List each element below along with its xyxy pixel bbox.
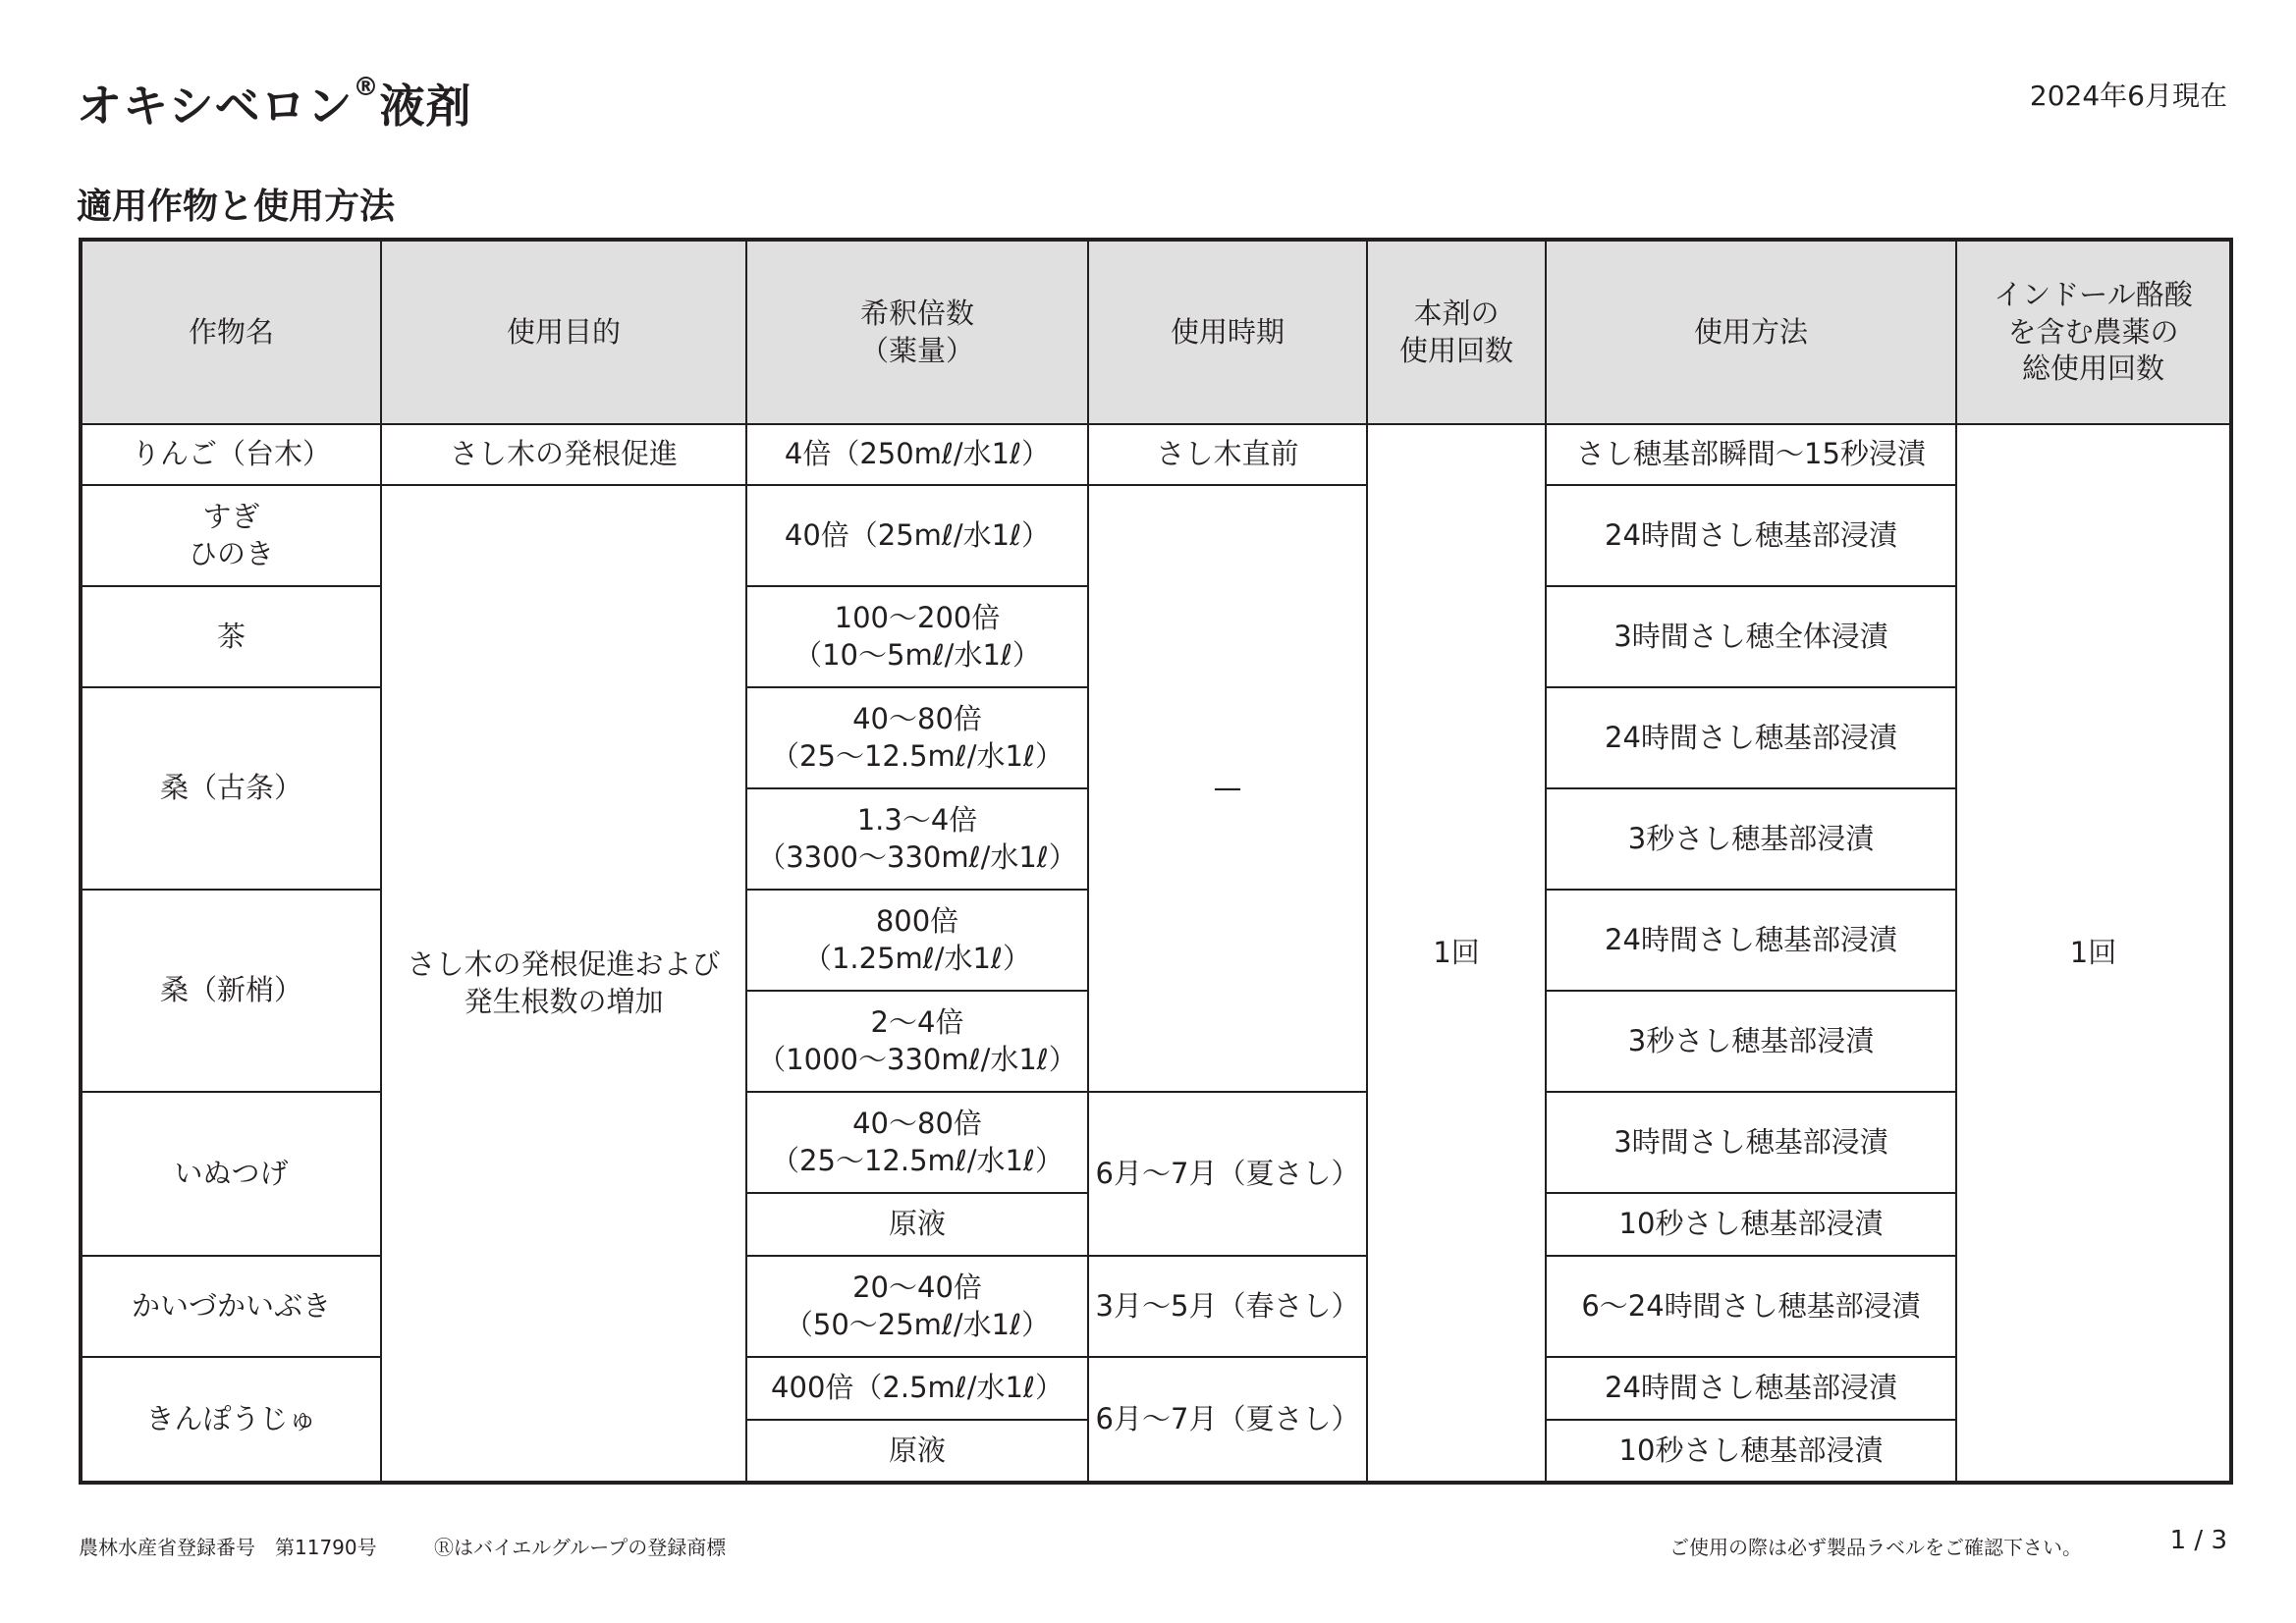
- purpose-cell: さし木の発根促進: [381, 424, 746, 485]
- header-dilution: 希釈倍数 （薬量）: [746, 240, 1088, 424]
- timing-cell: 6月〜7月（夏さし）: [1088, 1092, 1367, 1256]
- method-cell: 3時間さし穂全体浸漬: [1546, 586, 1956, 687]
- header-crop: 作物名: [81, 240, 381, 424]
- dilution-cell: 40〜80倍 （25〜12.5mℓ/水1ℓ）: [746, 1092, 1088, 1193]
- method-cell: 10秒さし穂基部浸漬: [1546, 1420, 1956, 1483]
- dilution-cell: 40倍（25mℓ/水1ℓ）: [746, 485, 1088, 586]
- crop-cell: きんぽうじゅ: [81, 1357, 381, 1483]
- dilution-cell: 1.3〜4倍 （3300〜330mℓ/水1ℓ）: [746, 788, 1088, 890]
- dilution-cell: 20〜40倍 （50〜25mℓ/水1ℓ）: [746, 1256, 1088, 1357]
- document-title: [77, 71, 472, 135]
- registered-mark: ®: [353, 73, 380, 102]
- section-title: 適用作物と使用方法: [77, 187, 396, 227]
- method-cell: さし穂基部瞬間〜15秒浸漬: [1546, 424, 1956, 485]
- crop-cell: 桑（古条）: [81, 687, 381, 890]
- header-count: 本剤の 使用回数: [1367, 240, 1546, 424]
- trademark-note: Ⓡはバイエルグループの登録商標: [434, 1536, 727, 1559]
- header-total-count: インドール酪酸 を含む農薬の 総使用回数: [1956, 240, 2231, 424]
- count-cell: 1回: [1367, 424, 1546, 1483]
- method-cell: 6〜24時間さし穂基部浸漬: [1546, 1256, 1956, 1357]
- dilution-cell: 原液: [746, 1193, 1088, 1256]
- table-row: [81, 485, 2231, 586]
- crop-cell: 茶: [81, 586, 381, 687]
- page-number: 1 / 3: [2169, 1526, 2227, 1555]
- crop-cell: すぎ ひのき: [81, 485, 381, 586]
- total-count-cell: 1回: [1956, 424, 2231, 1483]
- label-check-note: ご使用の際は必ず製品ラベルをご確認下さい。: [1669, 1536, 2082, 1559]
- crop-cell: いぬつげ: [81, 1092, 381, 1256]
- method-cell: 24時間さし穂基部浸漬: [1546, 485, 1956, 586]
- method-cell: 3秒さし穂基部浸漬: [1546, 788, 1956, 890]
- dilution-cell: 2〜4倍 （1000〜330mℓ/水1ℓ）: [746, 991, 1088, 1092]
- dilution-cell: 40〜80倍 （25〜12.5mℓ/水1ℓ）: [746, 687, 1088, 788]
- dilution-cell: 400倍（2.5mℓ/水1ℓ）: [746, 1357, 1088, 1420]
- header-purpose: 使用目的: [381, 240, 746, 424]
- method-cell: 24時間さし穂基部浸漬: [1546, 890, 1956, 991]
- registration-number: 農林水産省登録番号 第11790号: [79, 1536, 377, 1559]
- crop-cell: 桑（新梢）: [81, 890, 381, 1092]
- dilution-cell: 4倍（250mℓ/水1ℓ）: [746, 424, 1088, 485]
- timing-cell: 6月〜7月（夏さし）: [1088, 1357, 1367, 1483]
- title-text: オキシベロン: [77, 80, 354, 133]
- dilution-cell: 原液: [746, 1420, 1088, 1483]
- usage-table: [79, 238, 2233, 1485]
- dilution-cell: 800倍 （1.25mℓ/水1ℓ）: [746, 890, 1088, 991]
- crop-cell: りんご（台木）: [81, 424, 381, 485]
- document-date: 2024年6月現在: [2029, 80, 2227, 112]
- method-cell: 24時間さし穂基部浸漬: [1546, 687, 1956, 788]
- purpose-cell: さし木の発根促進および 発生根数の増加: [381, 485, 746, 1483]
- timing-cell: さし木直前: [1088, 424, 1367, 485]
- header-timing: 使用時期: [1088, 240, 1367, 424]
- crop-cell: かいづかいぶき: [81, 1256, 381, 1357]
- method-cell: 3秒さし穂基部浸漬: [1546, 991, 1956, 1092]
- dilution-cell: 100〜200倍 （10〜5mℓ/水1ℓ）: [746, 586, 1088, 687]
- timing-cell: 3月〜5月（春さし）: [1088, 1256, 1367, 1357]
- title-suffix: 液剤: [379, 80, 472, 133]
- method-cell: 24時間さし穂基部浸漬: [1546, 1357, 1956, 1420]
- header-row: [81, 240, 2231, 424]
- header-method: 使用方法: [1546, 240, 1956, 424]
- method-cell: 3時間さし穂基部浸漬: [1546, 1092, 1956, 1193]
- timing-cell: —: [1088, 485, 1367, 1092]
- table-row: [81, 424, 2231, 485]
- method-cell: 10秒さし穂基部浸漬: [1546, 1193, 1956, 1256]
